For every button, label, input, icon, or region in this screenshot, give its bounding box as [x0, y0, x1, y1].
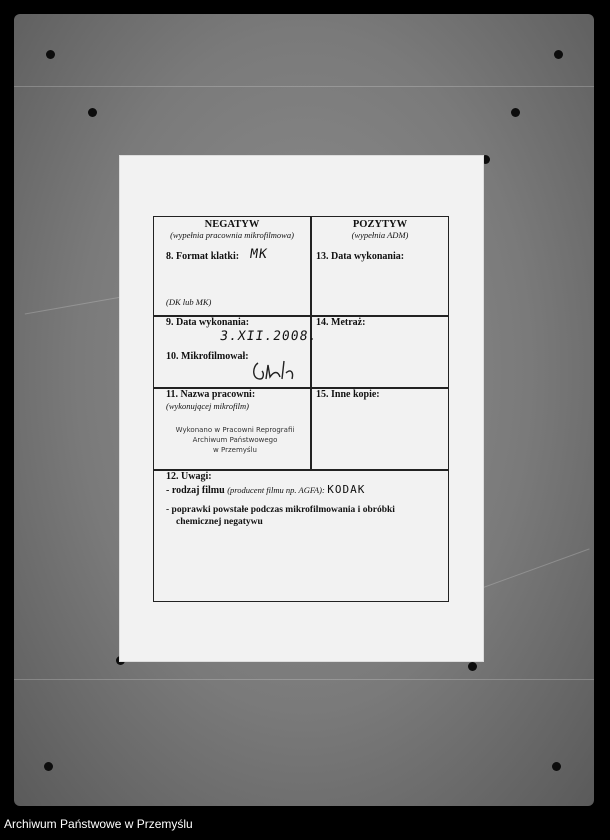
stamp-line: w Przemyślu: [213, 446, 257, 454]
poprawki-line1: - poprawki powstałe podczas mikrofilmowania i obróbki: [166, 505, 395, 515]
format-klatki-hint: (DK lub MK): [166, 297, 212, 307]
pozytyw-subtitle: (wypełnia ADM): [351, 230, 409, 240]
data-wykonania-label: 9. Data wykonania:: [166, 317, 250, 328]
archive-caption: Archiwum Państwowe w Przemyślu: [4, 817, 193, 831]
inne-kopie-label: 15. Inne kopie:: [316, 389, 380, 400]
record-form: [153, 216, 449, 602]
rodzaj-filmu-row: [166, 483, 365, 496]
handwritten-signature: [250, 357, 298, 385]
scratch-line: [14, 679, 594, 680]
pozytyw-header: [311, 219, 449, 240]
archive-stamp: [160, 425, 310, 455]
negatyw-title: NEGATYW: [204, 219, 260, 230]
format-klatki-value: MK: [248, 247, 269, 262]
pin-hole: [88, 108, 97, 117]
poprawki-line2: chemicznej negatywu: [176, 517, 263, 527]
pozytyw-title: POZYTYW: [352, 219, 408, 230]
pin-hole: [468, 662, 477, 671]
mikrofilmowal-label: 10. Mikrofilmował:: [166, 351, 249, 362]
pin-hole: [46, 50, 55, 59]
data-wykonania-value: 3.XII.2008.: [218, 329, 319, 344]
metraz-label: 14. Metraż:: [316, 317, 366, 328]
pin-hole: [552, 762, 561, 771]
uwagi-label: 12. Uwagi:: [166, 471, 212, 482]
nazwa-pracowni-label: 11. Nazwa pracowni:: [166, 389, 256, 400]
nazwa-pracowni-hint: (wykonującej mikrofilm): [166, 401, 250, 411]
pozytyw-data-wykonania-label: 13. Data wykonania:: [316, 251, 405, 262]
format-klatki-label: 8. Format klatki:: [166, 251, 240, 262]
pin-hole: [511, 108, 520, 117]
rodzaj-filmu-label: - rodzaj filmu: [166, 485, 225, 496]
pin-hole: [554, 50, 563, 59]
rodzaj-filmu-hint: (producent filmu np. AGFA):: [227, 485, 325, 495]
microfilm-card: [120, 156, 483, 661]
stamp-line: Archiwum Państwowego: [192, 436, 278, 444]
negatyw-header: [154, 219, 310, 240]
scratch-line: [25, 294, 134, 314]
pin-hole: [44, 762, 53, 771]
scratch-line: [14, 86, 594, 87]
stamp-line: Wykonano w Pracowni Reprografii: [175, 426, 295, 434]
rodzaj-filmu-value: KODAK: [327, 483, 366, 496]
caption-bar: [0, 806, 610, 840]
negatyw-subtitle: (wypełnia pracownia mikrofilmowa): [170, 230, 294, 240]
